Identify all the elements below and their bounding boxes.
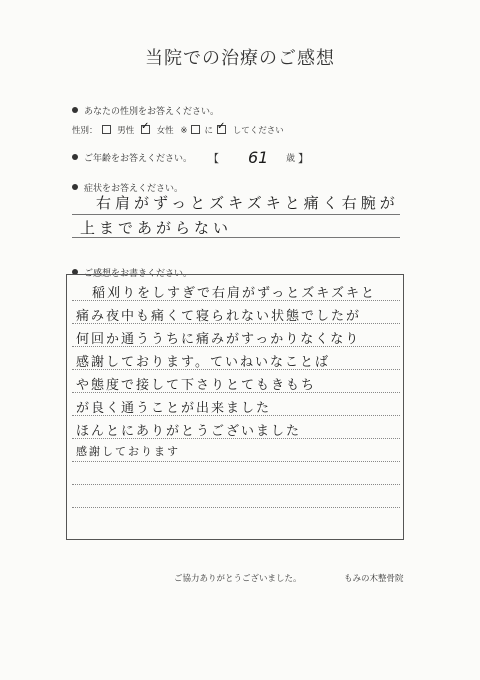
question-age-label: ご年齢をお答えください。 [84, 154, 193, 164]
question-comment-label: ご感想をお書きください。 [84, 269, 193, 279]
age-value[interactable]: 61 [248, 148, 269, 167]
comment-rule [72, 484, 400, 485]
comment-line-6: が良く通うことが出来ました [76, 401, 272, 416]
bullet-icon [72, 107, 78, 113]
question-age [72, 151, 192, 164]
female-checkbox[interactable] [141, 125, 150, 134]
age-close-bracket: 】 [298, 152, 309, 165]
comment-line-3: 何回か通ううちに痛みがすっかりなくなり [76, 332, 361, 347]
female-label: 女性 [156, 126, 174, 136]
symptom-rule-1 [72, 214, 400, 215]
comment-line-2: 痛み夜中も痛くて寝られない状態でしたが [76, 309, 362, 324]
comment-line-8: 感謝しております [76, 445, 180, 458]
note-empty-box-icon [191, 125, 200, 134]
question-gender [72, 104, 219, 117]
comment-rule [72, 507, 400, 508]
comment-rule [72, 461, 400, 462]
comment-line-1: 稲刈りをしすぎで右肩がずっとズキズキと [92, 286, 376, 301]
page-title: 当院での治療のご感想 [145, 48, 335, 69]
clinic-name: もみの木整骨院 [344, 574, 404, 584]
comment-line-5: や態度で接して下さりとてもきもち [76, 378, 317, 393]
comment-line-7: ほんとにありがとうございました [76, 424, 302, 439]
note-mid: に [204, 126, 213, 136]
note-mark: ※ [180, 126, 188, 136]
note-suffix: してください [232, 126, 284, 136]
symptom-line-2[interactable]: 上まであがらない [80, 219, 233, 237]
footer-thanks: ご協力ありがとうございました。 [174, 574, 302, 584]
gender-options [72, 124, 288, 136]
gender-label: 性別： [72, 126, 98, 136]
age-open-bracket: 【 [208, 152, 219, 165]
bullet-icon [72, 184, 78, 190]
question-symptom-label: 症状をお答えください。 [84, 184, 184, 194]
male-checkbox[interactable] [102, 125, 111, 134]
question-gender-label: あなたの性別をお答えください。 [84, 107, 220, 117]
male-label: 男性 [117, 126, 135, 136]
symptom-rule-2 [72, 237, 400, 238]
comment-line-4: 感謝しております。ていねいなことば [76, 355, 330, 370]
bullet-icon [72, 154, 78, 160]
age-unit: 歳 [286, 154, 296, 164]
note-checked-box-icon [217, 125, 226, 134]
symptom-line-1[interactable]: 右肩がずっとズキズキと痛く右腕が [96, 194, 399, 212]
